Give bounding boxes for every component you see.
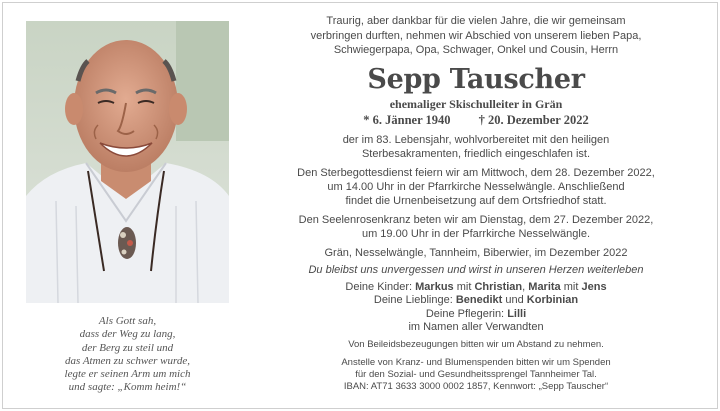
donation-iban: IBAN: AT71 3633 3000 0002 1857, Kennwort: „Sepp Tauscher“ <box>343 380 609 392</box>
deceased-role: ehemaliger Skischulleiter in Grän <box>389 96 563 111</box>
caregiver-prefix: Deine Pflegerin: <box>425 307 505 320</box>
funeral-paragraph <box>256 166 696 208</box>
funeral-line: findet die Urnenbeisetzung auf dem Ortsfriedhof statt. <box>345 194 607 207</box>
funeral-line: Den Sterbegottesdienst feiern wir am Mittwoch, dem 28. Dezember 2022, <box>297 166 655 179</box>
life-dates <box>256 112 696 128</box>
children-line: Deine Kinder: Markus mit Christian, Marita mit Jens <box>345 280 607 293</box>
intro-line: verbringen durften, nehmen wir Abschied von unserem lieben Papa, <box>310 29 642 42</box>
donation-line: Anstelle von Kranz- und Blumenspenden bitten wir um Spenden <box>341 356 611 368</box>
children-prefix: Deine Kinder: <box>345 280 413 293</box>
funeral-line: um 14.00 Uhr in der Pfarrkirche Nesselwängle. Anschließend <box>327 180 625 193</box>
donation-note <box>256 357 696 393</box>
child-name: Markus <box>415 280 454 293</box>
grandchild-name: Benedikt <box>455 294 503 306</box>
portrait-photo <box>26 21 229 303</box>
verse-line: Als Gott sah, <box>98 315 157 327</box>
intro-line: Traurig, aber dankbar für die vielen Jahre, die wir gemeinsam <box>326 15 626 27</box>
rosary-line: um 19.00 Uhr in der Pfarrkirche Nesselwängle. <box>361 227 591 240</box>
rosary-line: Den Seelenrosenkranz beten wir am Dienstag, dem 27. Dezember 2022, <box>298 213 654 226</box>
death-paragraph <box>256 133 696 161</box>
condolence-note: Von Beileidsbezeugungen bitten wir um Abstand zu nehmen. <box>348 338 604 350</box>
favorites-prefix: Deine Lieblinge: <box>373 294 453 306</box>
verse-line: das Atmen zu schwer wurde, <box>65 354 190 367</box>
grandchild-name: Korbinian <box>526 294 579 306</box>
relatives-line: im Namen aller Verwandten <box>408 321 544 333</box>
place-date: Grän, Nesselwängle, Tannheim, Biberwier, im Dezember 2022 <box>324 246 628 259</box>
birth-date: * 6. Jänner 1940 <box>363 112 451 127</box>
with-word: mit <box>456 280 472 293</box>
family-list <box>256 281 696 335</box>
and-word: und <box>505 294 524 306</box>
favorites-line <box>256 294 696 308</box>
donation-line: für den Sozial- und Gesundheitssprengel Tannheimer Tal. <box>355 368 597 380</box>
death-line: der im 83. Lebensjahr, wohlvorbereitet mit den heiligen <box>342 133 610 146</box>
partner-name: Christian <box>474 280 523 293</box>
obituary-text <box>256 14 696 393</box>
with-word: mit <box>563 280 579 293</box>
deceased-name: Sepp Tauscher <box>367 63 585 95</box>
death-date: † 20. Dezember 2022 <box>478 112 589 127</box>
child-name: Marita <box>528 280 561 293</box>
verse-line: legte er seinen Arm um mich <box>64 368 191 381</box>
verse-line: der Berg zu steil und <box>81 341 174 354</box>
caregiver-line <box>256 308 696 322</box>
verse-line: dass der Weg zu lang, <box>79 328 176 341</box>
partner-name: Jens <box>581 280 607 293</box>
intro-line: Schwiegerpapa, Opa, Schwager, Onkel und Cousin, Herrn <box>333 44 619 56</box>
verse-line: und sagte: „Komm heim!“ <box>68 381 187 394</box>
death-line: Sterbesakramenten, friedlich eingeschlafen ist. <box>361 147 591 160</box>
intro-paragraph <box>256 14 696 58</box>
memorial-verse <box>26 315 229 395</box>
caregiver-name: Lilli <box>507 307 527 320</box>
motto: Du bleibst uns unvergessen und wirst in unseren Herzen weiterleben <box>308 263 644 276</box>
portrait-illustration <box>26 21 229 303</box>
rosary-paragraph <box>256 213 696 241</box>
